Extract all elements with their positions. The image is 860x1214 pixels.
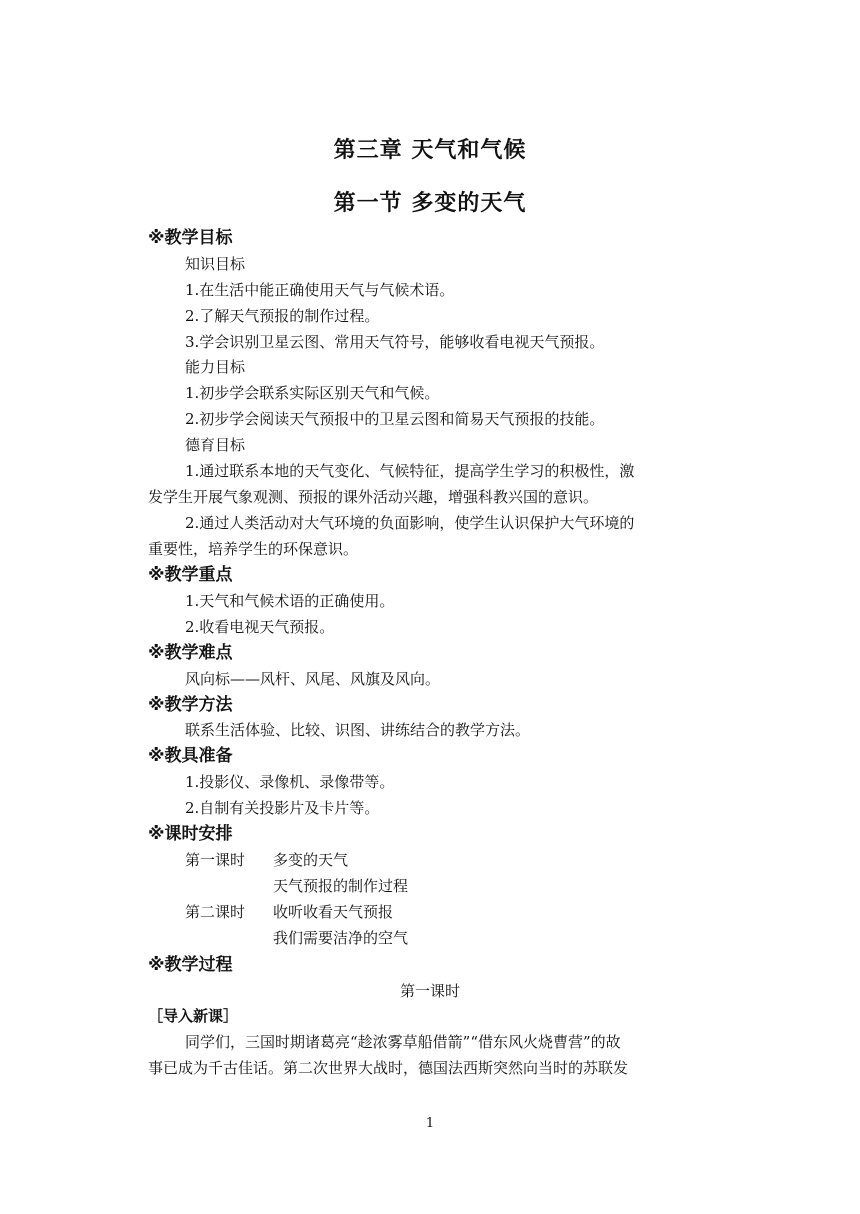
period2-label: 第二课时 — [185, 903, 246, 921]
difficulties-text: 风向标——风杆、风尾、风旗及风向。 — [185, 670, 441, 688]
ability-item: 2.初步学会阅读天气预报中的卫星云图和简易天气预报的技能。 — [185, 410, 605, 428]
tool-item: 2.自制有关投影片及卡片等。 — [185, 799, 380, 817]
period2-item: 我们需要洁净的空气 — [273, 929, 409, 947]
knowledge-label: 知识目标 — [185, 255, 246, 273]
schedule-heading: ※课时安排 — [148, 824, 233, 844]
period1-label: 第一课时 — [185, 851, 246, 869]
period1-item: 天气预报的制作过程 — [273, 877, 409, 895]
intro-text-line: 同学们，三国时期诸葛亮“趁浓雾草船借箭”“借东风火烧曹营”的故 — [185, 1033, 621, 1051]
key-points-heading: ※教学重点 — [148, 565, 233, 585]
moral-label: 德育目标 — [185, 436, 246, 454]
period-title: 第一课时 — [399, 982, 460, 1000]
knowledge-item: 3.学会识别卫星云图、常用天气符号，能够收看电视天气预报。 — [185, 333, 605, 351]
knowledge-item: 2.了解天气预报的制作过程。 — [185, 307, 380, 325]
knowledge-item: 1.在生活中能正确使用天气与气候术语。 — [185, 281, 455, 299]
key-point-item: 1.天气和气候术语的正确使用。 — [185, 592, 395, 610]
intro-text-line: 事已成为千古佳话。第二次世界大战时，德国法西斯突然向当时的苏联发 — [148, 1059, 629, 1077]
intro-label: ［导入新课］ — [148, 1007, 239, 1025]
moral-item-line: 发学生开展气象观测、预报的课外活动兴趣，增强科教兴国的意识。 — [148, 488, 599, 506]
ability-label: 能力目标 — [185, 358, 246, 376]
moral-item-line: 2.通过人类活动对大气环境的负面影响，使学生认识保护大气环境的 — [185, 514, 635, 532]
methods-text: 联系生活体验、比较、识图、讲练结合的教学方法。 — [185, 721, 531, 739]
process-heading: ※教学过程 — [148, 955, 233, 975]
chapter-title: 第三章 天气和气候 — [333, 138, 527, 163]
period2-item: 收听收看天气预报 — [273, 903, 394, 921]
period1-item: 多变的天气 — [273, 851, 349, 869]
tool-item: 1.投影仪、录像机、录像带等。 — [185, 773, 395, 791]
difficulties-heading: ※教学难点 — [148, 643, 233, 663]
methods-heading: ※教学方法 — [148, 695, 233, 715]
section-title: 第一节 多变的天气 — [333, 191, 527, 216]
key-point-item: 2.收看电视天气预报。 — [185, 618, 335, 636]
page-number: 1 — [425, 1116, 435, 1131]
moral-item-line: 重要性，培养学生的环保意识。 — [148, 540, 359, 558]
ability-item: 1.初步学会联系实际区别天气和气候。 — [185, 384, 440, 402]
tools-heading: ※教具准备 — [148, 746, 233, 766]
objectives-heading: ※教学目标 — [148, 228, 233, 248]
moral-item-line: 1.通过联系本地的天气变化、气候特征，提高学生学习的积极性，激 — [185, 462, 635, 480]
